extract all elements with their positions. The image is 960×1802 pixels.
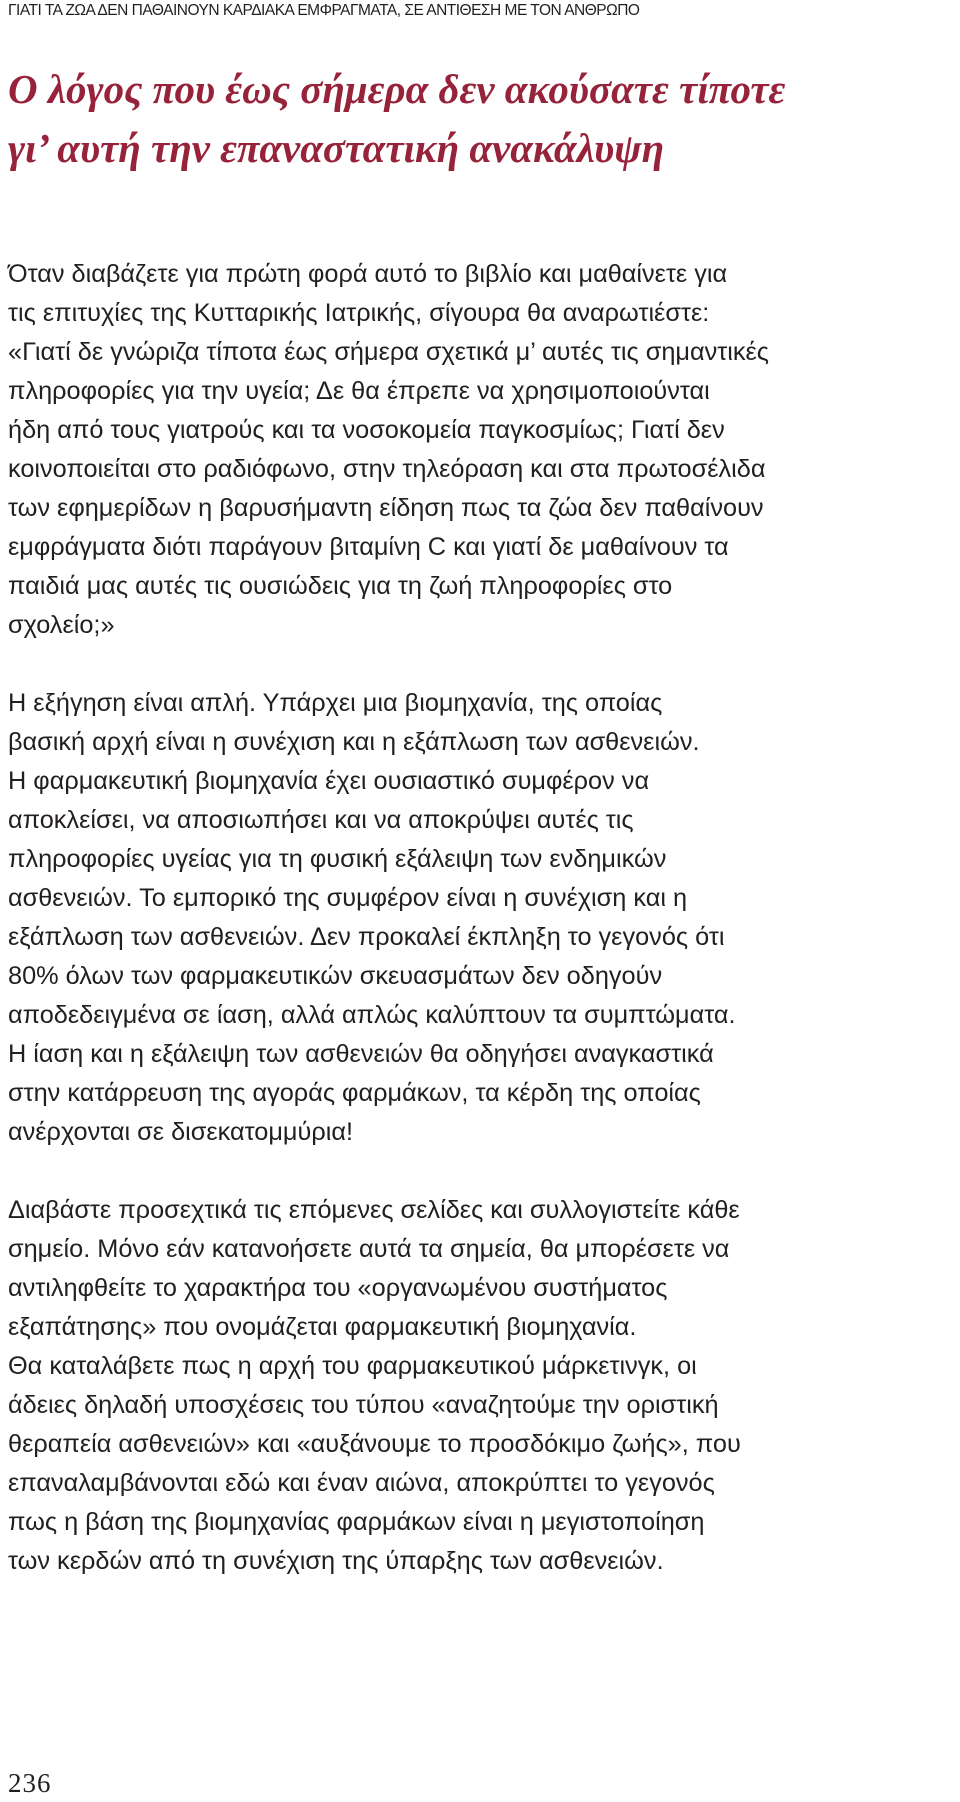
text-line: στην κατάρρευση της αγοράς φαρμάκων, τα κέρδη της οποίας: [8, 1079, 701, 1107]
paragraph-1: [8, 255, 948, 645]
text-line: θεραπεία ασθενειών» και «αυξάνουμε το προσδόκιμο ζωής», που: [8, 1430, 741, 1458]
text-line: Η εξήγηση είναι απλή. Υπάρχει μια βιομηχανία, της οποίας: [8, 689, 663, 717]
body-text: [8, 255, 948, 1581]
text-line: Διαβάστε προσεχτικά τις επόμενες σελίδες και συλλογιστείτε κάθε: [8, 1196, 740, 1224]
text-line: εξαπάτησης» που ονομάζεται φαρμακευτική βιομηχανία.: [8, 1313, 637, 1341]
text-line: αποδεδειγμένα σε ίαση, αλλά απλώς καλύπτουν τα συμπτώματα.: [8, 1001, 736, 1029]
text-line: αντιληφθείτε το χαρακτήρα του «οργανωμένου συστήματος: [8, 1274, 668, 1302]
paragraph-3: [8, 1191, 948, 1581]
text-line: Όταν διαβάζετε για πρώτη φορά αυτό το βιβλίο και μαθαίνετε για: [8, 260, 728, 288]
paragraph-spacer: [8, 645, 948, 684]
chapter-title: [8, 60, 948, 178]
text-line: βασική αρχή είναι η συνέχιση και η εξάπλωση των ασθενειών.: [8, 728, 700, 756]
chapter-title-line: γι’ αυτή την επαναστατική ανακάλυψη: [8, 125, 665, 171]
text-line: εξάπλωση των ασθενειών. Δεν προκαλεί έκπληξη το γεγονός ότι: [8, 923, 725, 951]
running-header: ΓΙΑΤΙ ΤΑ ΖΩΑ ΔΕΝ ΠΑΘΑΙΝΟΥΝ ΚΑΡΔΙΑΚΑ ΕΜΦΡΑΓΜΑΤΑ, ΣΕ ΑΝΤΙΘΕΣΗ ΜΕ ΤΟΝ ΑΝΘΡΩΠΟ: [8, 2, 640, 19]
text-line: ασθενειών. Το εμπορικό της συμφέρον είναι η συνέχιση και η: [8, 884, 688, 912]
text-line: κοινοποιείται στο ραδιόφωνο, στην τηλεόραση και στα πρωτοσέλιδα: [8, 455, 766, 483]
paragraph-2: [8, 684, 948, 1152]
text-line: Η φαρμακευτική βιομηχανία έχει ουσιαστικό συμφέρον να: [8, 767, 650, 795]
text-line: «Γιατί δε γνώριζα τίποτα έως σήμερα σχετικά μ’ αυτές τις σημαντικές: [8, 338, 769, 366]
text-line: των κερδών από τη συνέχιση της ύπαρξης των ασθενειών.: [8, 1547, 664, 1575]
text-line: πως η βάση της βιομηχανίας φαρμάκων είναι η μεγιστοποίηση: [8, 1508, 705, 1536]
text-line: επαναλαμβάνονται εδώ και έναν αιώνα, αποκρύπτει το γεγονός: [8, 1469, 715, 1497]
text-line: Η ίαση και η εξάλειψη των ασθενειών θα οδηγήσει αναγκαστικά: [8, 1040, 714, 1068]
chapter-title-line: Ο λόγος που έως σήμερα δεν ακούσατε τίποτε: [8, 66, 786, 112]
text-line: εμφράγματα διότι παράγουν βιταμίνη C και γιατί δε μαθαίνουν τα: [8, 533, 729, 561]
text-line: Θα καταλάβετε πως η αρχή του φαρμακευτικού μάρκετινγκ, οι: [8, 1352, 697, 1380]
text-line: 80% όλων των φαρμακευτικών σκευασμάτων δεν οδηγούν: [8, 962, 663, 990]
text-line: παιδιά μας αυτές τις ουσιώδεις για τη ζωή πληροφορίες στο: [8, 572, 673, 600]
text-line: σχολείο;»: [8, 611, 115, 639]
text-line: πληροφορίες για την υγεία; Δε θα έπρεπε να χρησιμοποιούνται: [8, 377, 710, 405]
text-line: άδειες δηλαδή υποσχέσεις του τύπου «αναζητούμε την οριστική: [8, 1391, 719, 1419]
text-line: πληροφορίες υγείας για τη φυσική εξάλειψη των ενδημικών: [8, 845, 667, 873]
text-line: ήδη από τους γιατρούς και τα νοσοκομεία παγκοσμίως; Γιατί δεν: [8, 416, 725, 444]
page-number: 236: [8, 1768, 52, 1798]
text-line: τις επιτυχίες της Κυτταρικής Ιατρικής, σίγουρα θα αναρωτιέστε:: [8, 299, 710, 327]
text-line: αποκλείσει, να αποσιωπήσει και να αποκρύψει αυτές τις: [8, 806, 634, 834]
paragraph-spacer: [8, 1152, 948, 1191]
text-line: σημείο. Μόνο εάν κατανοήσετε αυτά τα σημεία, θα μπορέσετε να: [8, 1235, 730, 1263]
text-line: ανέρχονται σε δισεκατομμύρια!: [8, 1118, 353, 1146]
text-line: των εφημερίδων η βαρυσήμαντη είδηση πως τα ζώα δεν παθαίνουν: [8, 494, 764, 522]
